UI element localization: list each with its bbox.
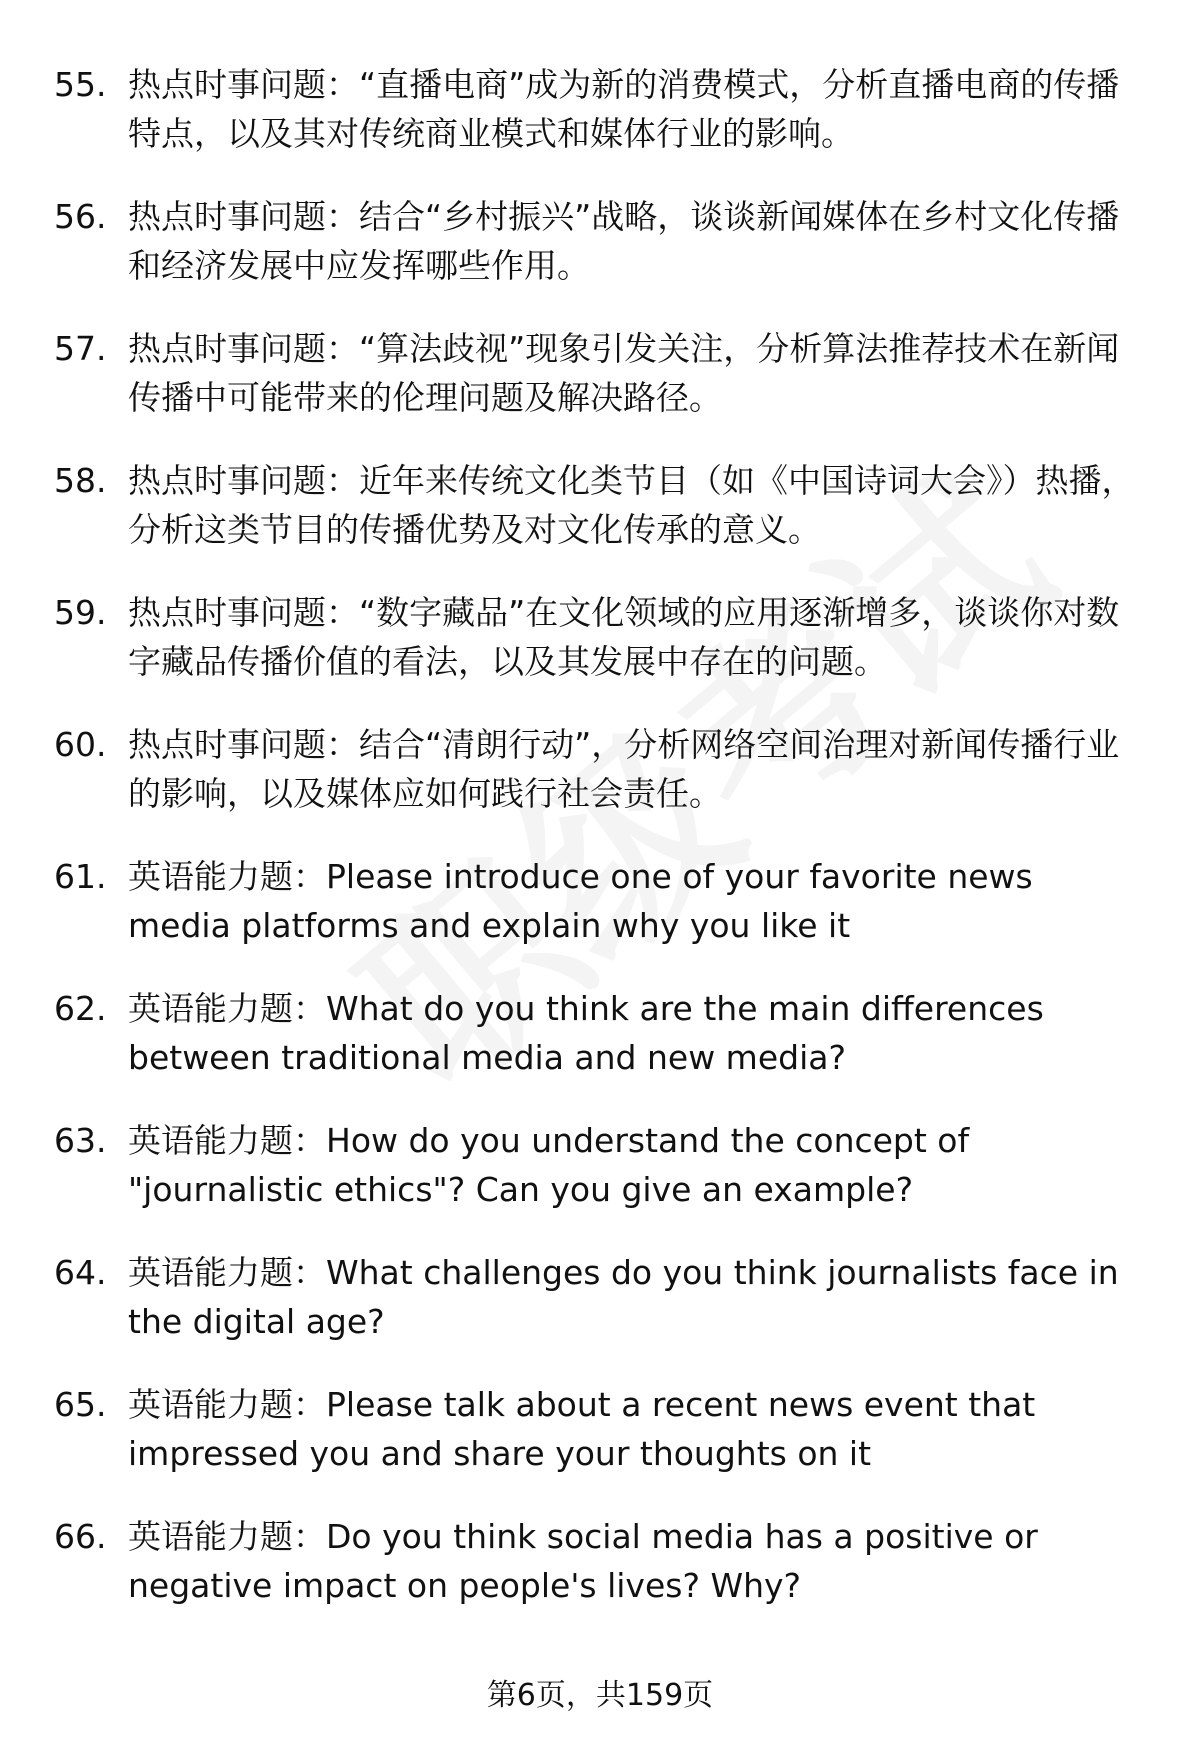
question-item	[0, 456, 1200, 588]
question-item	[0, 192, 1200, 324]
question-text: 热点时事问题：“算法歧视”现象引发关注，分析算法推荐技术在新闻传播中可能带来的伦理问题及解决路径。	[128, 329, 1120, 417]
question-item	[0, 984, 1200, 1116]
question-text: 英语能力题：What do you think are the main differences between traditional media and new media?	[128, 989, 1044, 1077]
question-number: 59.	[54, 593, 107, 632]
question-text: 英语能力题：Please introduce one of your favorite news media platforms and explain why you like it	[128, 857, 1033, 945]
question-item	[0, 324, 1200, 456]
question-text: 英语能力题：What challenges do you think journalists face in the digital age?	[128, 1253, 1119, 1341]
question-text: 热点时事问题：“数字藏品”在文化领域的应用逐渐增多，谈谈你对数字藏品传播价值的看法，以及其发展中存在的问题。	[128, 593, 1120, 681]
question-number: 60.	[54, 725, 107, 764]
question-text: 英语能力题：Please talk about a recent news event that impressed you and share your thoughts on it	[128, 1385, 1036, 1473]
question-item	[0, 852, 1200, 984]
question-text: 热点时事问题：结合“乡村振兴”战略，谈谈新闻媒体在乡村文化传播和经济发展中应发挥哪些作用。	[128, 197, 1120, 285]
question-list	[0, 60, 1200, 1644]
question-number: 57.	[54, 329, 107, 368]
question-number: 66.	[54, 1517, 107, 1556]
question-item	[0, 1116, 1200, 1248]
question-item	[0, 1248, 1200, 1380]
question-item	[0, 588, 1200, 720]
question-number: 65.	[54, 1385, 107, 1424]
question-item	[0, 1380, 1200, 1512]
question-number: 58.	[54, 461, 107, 500]
question-item	[0, 60, 1200, 192]
question-number: 63.	[54, 1121, 107, 1160]
question-text: 热点时事问题：结合“清朗行动”，分析网络空间治理对新闻传播行业的影响，以及媒体应如何践行社会责任。	[128, 725, 1120, 813]
question-number: 62.	[54, 989, 107, 1028]
question-number: 64.	[54, 1253, 107, 1292]
question-number: 61.	[54, 857, 107, 896]
question-text: 英语能力题：Do you think social media has a positive or negative impact on people's lives? Why?	[128, 1517, 1038, 1605]
question-number: 56.	[54, 197, 107, 236]
page-footer: 第6页，共159页	[486, 1678, 714, 1713]
question-text: 英语能力题：How do you understand the concept of "journalistic ethics"? Can you give an example?	[128, 1121, 970, 1209]
question-item	[0, 720, 1200, 852]
question-number: 55.	[54, 65, 107, 104]
question-item	[0, 1512, 1200, 1644]
question-text: 热点时事问题：近年来传统文化类节目（如《中国诗词大会》）热播，分析这类节目的传播优势及对文化传承的意义。	[128, 461, 1135, 549]
question-text: 热点时事问题：“直播电商”成为新的消费模式，分析直播电商的传播特点，以及其对传统商业模式和媒体行业的影响。	[128, 65, 1120, 153]
